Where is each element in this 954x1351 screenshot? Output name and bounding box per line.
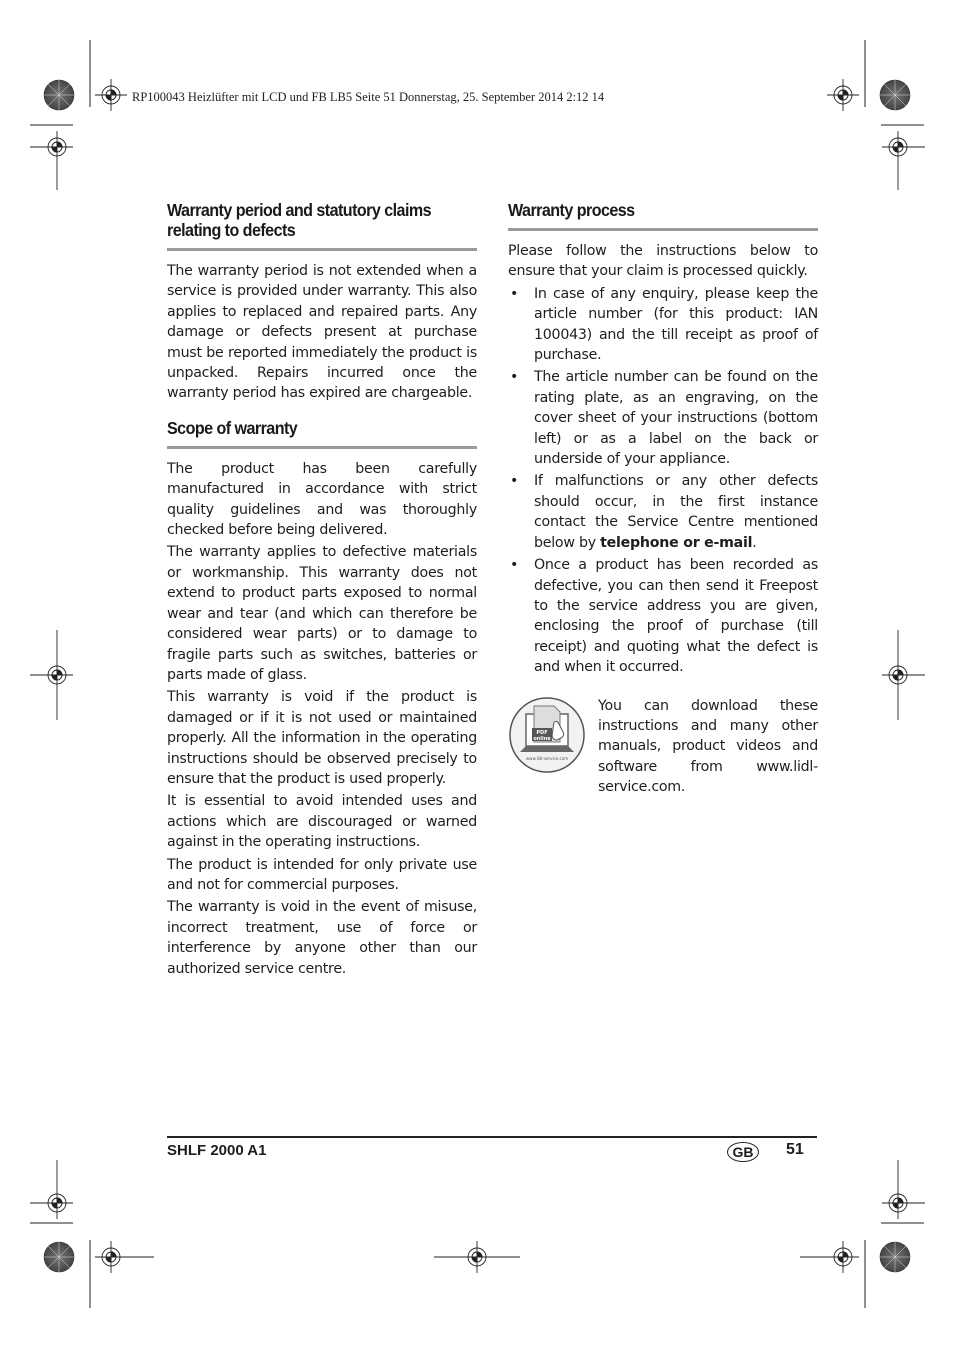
pdf-online-laptop-icon xyxy=(508,696,586,774)
bullet-icon: • xyxy=(510,285,519,302)
section-title: Warranty period and statutory claims relating to defects xyxy=(167,200,432,240)
page-number: 51 xyxy=(786,1141,804,1158)
intro-paragraph: Please follow the instructions below to ensure that your claim is processed quickly. xyxy=(508,243,818,280)
svg-text:online: online xyxy=(533,735,551,742)
list-item-text: If malfunctions or any other defects should occur, in the first instance contact the Service Centre mentioned below by xyxy=(534,473,818,551)
right-column xyxy=(508,200,818,798)
language-badge: GB xyxy=(727,1142,759,1162)
list-item xyxy=(508,284,818,366)
svg-text:www.lidl-service.com: www.lidl-service.com xyxy=(525,755,569,761)
section-warranty-period xyxy=(167,200,477,404)
paragraph: The warranty period is not extended when a service is provided under warranty. This also applies to replaced and repaired parts. Any damage or defects present at purchase must be reported immediately the product is unpacked. Repairs incurred once the warranty period has expired are chargeable. xyxy=(167,263,477,402)
paragraph: It is essential to avoid intended uses and actions which are discouraged or warned against in the operating instructions. xyxy=(167,793,477,851)
section-title: Scope of warranty xyxy=(167,417,298,438)
list-item-text: Once a product has been recorded as defective, you can then send it Freepost to the service address you are given, enclosing the proof of purchase (till receipt) and quoting what the defect is and when it occurred. xyxy=(534,557,818,676)
footer-model-name: SHLF 2000 A1 xyxy=(167,1142,267,1159)
list-item-text: In case of any enquiry, please keep the article number (for this product: IAN 100043) and the till receipt as proof of purchase. xyxy=(534,285,818,364)
bullet-icon: • xyxy=(510,369,519,386)
print-slug-header: RP100043 Heizlüfter mit LCD und FB LB5 Seite 51 Donnerstag, 25. September 2014 2:12 14 xyxy=(132,90,605,104)
paragraph: The product has been carefully manufactured in accordance with strict quality guidelines and was thoroughly checked before being delivered. xyxy=(167,460,477,539)
list-item xyxy=(508,367,818,469)
paragraph: The warranty is void in the event of misuse, incorrect treatment, use of force or interference by anyone other than our authorized service centre. xyxy=(167,899,477,977)
list-item-text-end: . xyxy=(752,534,757,551)
paragraph: This warranty is void if the product is damaged or if it is not used or maintained properly. All the information in the operating instructions should be observed precisely to ensure that the product is used properly. xyxy=(167,689,477,787)
bullet-icon: • xyxy=(510,557,519,574)
section-divider xyxy=(508,228,818,231)
section-scope-of-warranty xyxy=(167,418,477,979)
download-text: You can download these instructions and many other manuals, product videos and software from www.lidl-service.com. xyxy=(598,697,818,796)
section-divider xyxy=(167,446,477,449)
contact-method-emphasis: telephone or e-mail xyxy=(600,534,753,551)
svg-text:PDF: PDF xyxy=(536,729,548,736)
footer-divider xyxy=(167,1136,817,1138)
download-notice xyxy=(508,696,818,798)
warranty-process-list xyxy=(508,284,818,678)
paragraph: The product is intended for only private use and not for commercial purposes. xyxy=(167,856,477,893)
section-title-warranty-process: Warranty process xyxy=(508,200,635,220)
bullet-icon: • xyxy=(510,473,519,490)
list-item xyxy=(508,471,818,553)
section-divider xyxy=(167,248,477,251)
paragraph: The warranty applies to defective materials or workmanship. This warranty does not extend to product parts exposed to normal wear and tear (and which can therefore be considered wear parts) or to damage to fragile parts such as switches, batteries or parts made of glass. xyxy=(167,544,477,683)
list-item xyxy=(508,555,818,677)
list-item-text: The article number can be found on the rating plate, as an engraving, on the cover sheet of your instructions (bottom left) or as a label on the back or underside of your appliance. xyxy=(534,369,818,468)
left-column xyxy=(167,200,477,993)
